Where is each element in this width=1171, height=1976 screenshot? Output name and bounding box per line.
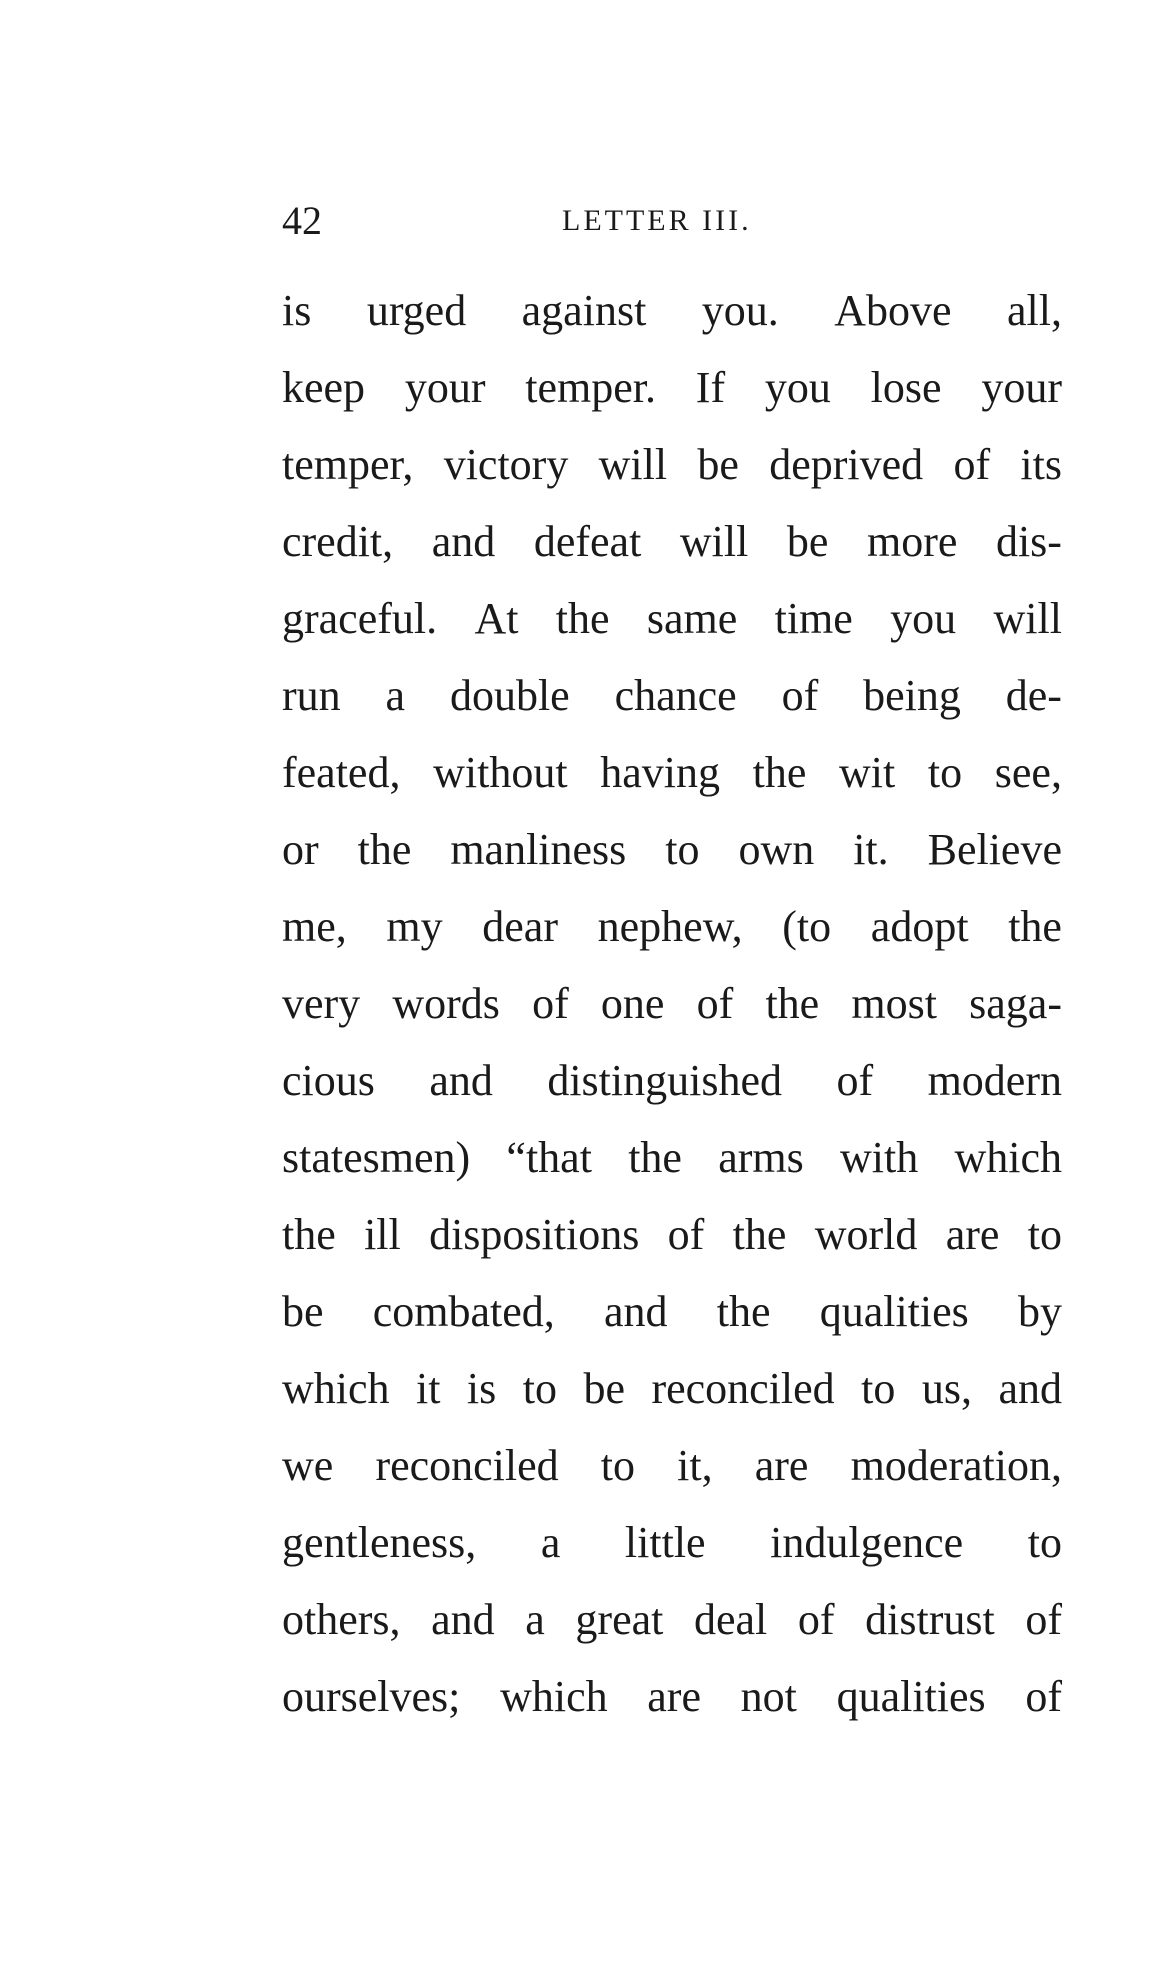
word: a — [385, 671, 406, 720]
word: very — [282, 979, 361, 1028]
word: be — [697, 440, 739, 489]
word: feated, — [282, 748, 401, 797]
word: others, — [282, 1595, 401, 1644]
word: be — [786, 517, 829, 566]
word: and — [429, 1056, 493, 1105]
word: the — [732, 1210, 787, 1259]
text-line — [282, 657, 1062, 734]
word: the — [628, 1133, 682, 1182]
word: statesmen) — [282, 1133, 471, 1182]
word: or — [282, 825, 319, 874]
word: saga- — [969, 979, 1062, 1028]
word: ourselves; — [282, 1672, 461, 1721]
word: which — [500, 1672, 608, 1721]
word: credit, — [282, 517, 394, 566]
word: be — [583, 1364, 625, 1413]
word: dis- — [995, 517, 1062, 566]
word: which — [282, 1364, 390, 1413]
word: dear — [482, 902, 558, 951]
word: (to — [782, 902, 832, 951]
word: to — [522, 1364, 557, 1413]
word: you — [890, 594, 957, 643]
word: the — [765, 979, 820, 1028]
word: world — [814, 1210, 918, 1259]
word: will — [679, 517, 749, 566]
word: gentleness, — [282, 1518, 477, 1567]
page-number: 42 — [282, 198, 322, 243]
word: the — [716, 1287, 771, 1336]
word: of — [696, 979, 734, 1028]
word: victory — [443, 440, 569, 489]
word: without — [433, 748, 568, 797]
word: reconciled — [651, 1364, 835, 1413]
word: dispositions — [429, 1210, 640, 1259]
word: is — [282, 286, 312, 335]
word: you — [764, 363, 831, 412]
word: keep — [282, 363, 366, 412]
word: will — [598, 440, 668, 489]
word: ill — [364, 1210, 401, 1259]
word: own — [738, 825, 815, 874]
text-line — [282, 1504, 1062, 1581]
word: to — [927, 748, 963, 797]
word: we — [282, 1441, 334, 1490]
text-line — [282, 349, 1062, 426]
word: it — [416, 1364, 441, 1413]
word: and — [603, 1287, 668, 1336]
word: my — [386, 902, 443, 951]
word: If — [695, 363, 726, 412]
word: to — [861, 1364, 896, 1413]
word: urged — [366, 286, 467, 335]
word: to — [1027, 1518, 1062, 1567]
word: of — [1025, 1595, 1062, 1644]
word: your — [981, 363, 1062, 412]
text-line — [282, 1196, 1062, 1273]
word: with — [839, 1133, 919, 1182]
word: more — [866, 517, 958, 566]
word: to — [665, 825, 700, 874]
word: moderation, — [850, 1441, 1062, 1490]
word: its — [1020, 440, 1062, 489]
text-line — [282, 965, 1062, 1042]
word: against — [521, 286, 647, 335]
word: of — [797, 1595, 835, 1644]
word: deal — [693, 1595, 768, 1644]
running-title: LETTER III. — [562, 204, 752, 237]
word: of — [667, 1210, 705, 1259]
word: At — [474, 594, 519, 643]
word: qualities — [836, 1672, 986, 1721]
body-text — [282, 272, 1062, 1735]
word: of — [953, 440, 991, 489]
word: not — [740, 1672, 797, 1721]
word: indulgence — [770, 1518, 964, 1567]
word: great — [575, 1595, 664, 1644]
text-line — [282, 426, 1062, 503]
word: us, — [921, 1364, 972, 1413]
text-line — [282, 811, 1062, 888]
word: which — [954, 1133, 1062, 1182]
word: wit — [839, 748, 896, 797]
word: is — [466, 1364, 497, 1413]
word: de- — [1005, 671, 1062, 720]
word: are — [647, 1672, 701, 1721]
word: modern — [927, 1056, 1062, 1105]
word: to — [600, 1441, 636, 1490]
word: lose — [870, 363, 942, 412]
word: the — [1008, 902, 1062, 951]
text-line — [282, 1581, 1062, 1658]
word: one — [600, 979, 665, 1028]
word: the — [555, 594, 610, 643]
word: nephew, — [597, 902, 743, 951]
text-line — [282, 580, 1062, 657]
word: graceful. — [282, 594, 438, 643]
word: be — [282, 1287, 324, 1336]
word: chance — [614, 671, 737, 720]
word: your — [404, 363, 486, 412]
text-line — [282, 272, 1062, 349]
word: little — [624, 1518, 706, 1567]
running-head — [282, 196, 1062, 246]
word: most — [851, 979, 937, 1028]
word: the — [357, 825, 412, 874]
word: a — [525, 1595, 545, 1644]
word: see, — [994, 748, 1062, 797]
word: it, — [677, 1441, 713, 1490]
text-line — [282, 503, 1062, 580]
text-line — [282, 888, 1062, 965]
word: Believe — [927, 825, 1062, 874]
word: and — [998, 1364, 1062, 1413]
word: of — [532, 979, 569, 1028]
text-line — [282, 734, 1062, 811]
word: distinguished — [547, 1056, 783, 1105]
text-line — [282, 1042, 1062, 1119]
word: double — [449, 671, 570, 720]
word: deprived — [769, 440, 924, 489]
text-line — [282, 1350, 1062, 1427]
word: manliness — [450, 825, 627, 874]
word: being — [863, 671, 961, 720]
word: temper, — [282, 440, 414, 489]
word: and — [431, 517, 496, 566]
word: adopt — [870, 902, 969, 951]
word: of — [1025, 1672, 1062, 1721]
word: time — [774, 594, 853, 643]
word: by — [1017, 1287, 1062, 1336]
word: arms — [718, 1133, 804, 1182]
word: combated, — [372, 1287, 555, 1336]
word: it. — [853, 825, 889, 874]
word: all, — [1006, 286, 1062, 335]
word: same — [646, 594, 738, 643]
word: to — [1027, 1210, 1062, 1259]
word: “that — [506, 1133, 592, 1182]
word: of — [836, 1056, 874, 1105]
word: defeat — [533, 517, 642, 566]
word: you. — [701, 286, 779, 335]
word: cious — [282, 1056, 375, 1105]
word: are — [754, 1441, 809, 1490]
word: the — [282, 1210, 336, 1259]
word: qualities — [819, 1287, 969, 1336]
word: of — [781, 671, 819, 720]
word: will — [993, 594, 1062, 643]
word: are — [945, 1210, 1000, 1259]
text-line — [282, 1273, 1062, 1350]
word: reconciled — [375, 1441, 559, 1490]
word: Above — [834, 286, 952, 335]
word: the — [752, 748, 807, 797]
word: a — [540, 1518, 561, 1567]
word: distrust — [865, 1595, 995, 1644]
word: words — [392, 979, 500, 1028]
word: having — [600, 748, 720, 797]
word: temper. — [525, 363, 657, 412]
text-line — [282, 1427, 1062, 1504]
word: me, — [282, 902, 347, 951]
text-line — [282, 1119, 1062, 1196]
word: and — [431, 1595, 495, 1644]
text-line — [282, 1658, 1062, 1735]
word: run — [282, 671, 341, 720]
